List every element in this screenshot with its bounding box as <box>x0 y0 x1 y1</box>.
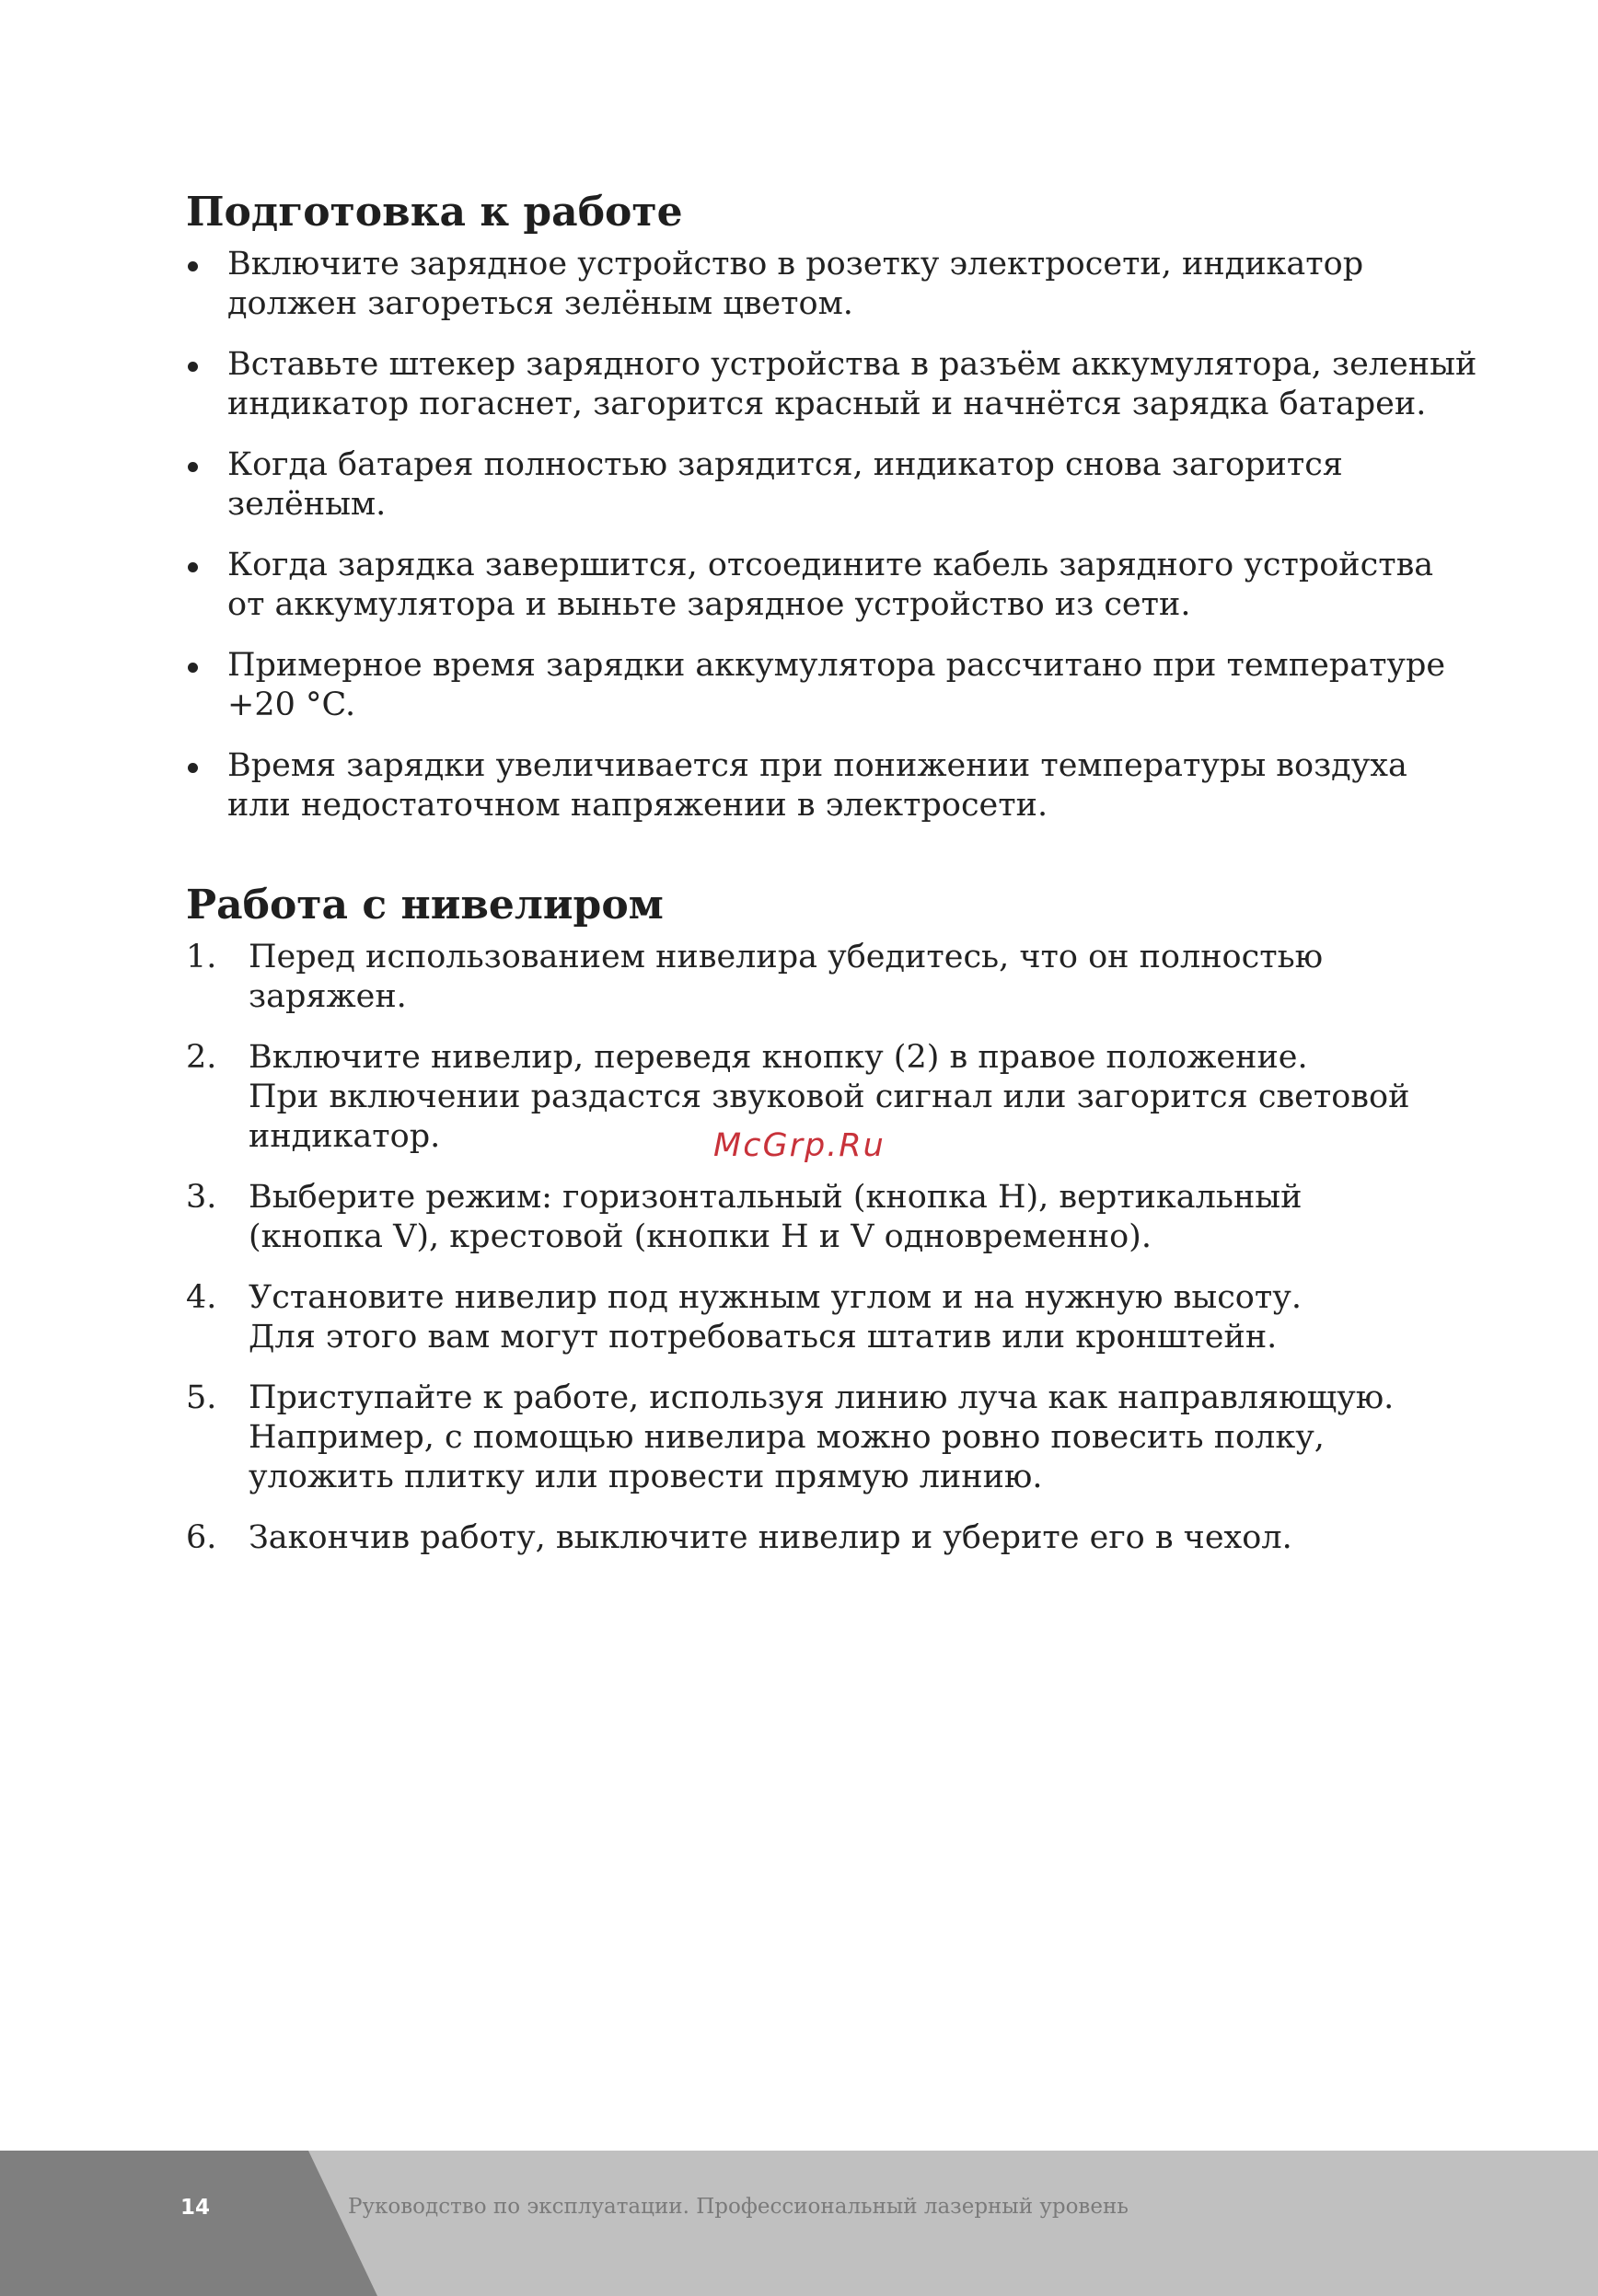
step-number: 6. <box>186 1519 217 1556</box>
bullet-item: Вставьте штекер зарядного устройства в разъём аккумулятора, зеленый индикатор погаснет, загорится красный и начнётся зарядка батареи. <box>186 345 1475 424</box>
bullet-item: Время зарядки увеличивается при понижении температуры воздуха или недостаточном напряжении в электросети. <box>186 746 1475 825</box>
step-item: 1. Перед использованием нивелира убедитесь, что он полностью заряжен. <box>186 939 1324 1015</box>
footer-document-title: Руководство по эксплуатации. Профессиональный лазерный уровень <box>348 2195 1129 2219</box>
step-number: 3. <box>186 1179 217 1216</box>
step-item: 3. Выберите режим: горизонтальный (кнопка H), вертикальный (кнопка V), крестовой (кнопки H и V одновременно). <box>186 1179 1303 1255</box>
step-item: 6. Закончив работу, выключите нивелир и уберите его в чехол. <box>186 1519 1292 1556</box>
bullet-item: Когда зарядка завершится, отсоедините кабель зарядного устройства от аккумулятора и выньте зарядное устройство из сети. <box>186 546 1475 625</box>
bullet-icon <box>188 562 198 572</box>
step-number: 2. <box>186 1039 217 1076</box>
step-item: 4. Установите нивелир под нужным углом и на нужную высоту. Для этого вам могут потребоваться штатив или кронштейн. <box>186 1279 1302 1356</box>
working-steps-list <box>186 938 1475 1558</box>
step-number: 5. <box>186 1379 217 1416</box>
step-number: 1. <box>186 939 217 975</box>
bullet-icon <box>188 763 198 773</box>
bullet-item: Когда батарея полностью зарядится, индикатор снова загорится зелёным. <box>186 445 1475 525</box>
bullet-icon <box>188 362 198 372</box>
page-footer <box>0 2151 1598 2296</box>
section-title-preparation: Подготовка к работе <box>186 189 683 236</box>
bullet-item: Включите зарядное устройство в розетку электросети, индикатор должен загореться зелёным цветом. <box>186 245 1475 324</box>
bullet-item: Примерное время зарядки аккумулятора рассчитано при температуре +20 °C. <box>186 646 1475 725</box>
section-title-working: Работа с нивелиром <box>186 882 664 929</box>
bullet-icon <box>188 261 198 271</box>
preparation-bullet-list <box>186 245 1475 825</box>
page-number: 14 <box>180 2196 211 2220</box>
step-item: 5. Приступайте к работе, используя линию луча как направляющую. Например, с помощью нивелира можно ровно повесить полку, уложить плитку или провести прямую линию. <box>186 1379 1395 1495</box>
step-number: 4. <box>186 1279 217 1316</box>
bullet-icon <box>188 663 198 673</box>
page-content <box>186 180 1475 1558</box>
bullet-icon <box>188 462 198 472</box>
watermark-text: McGrp.Ru <box>713 1127 886 1164</box>
step-item: 2. Включите нивелир, переведя кнопку (2) в правое положение. При включении раздастся звуковой сигнал или загорится световой индикатор. <box>186 1039 1410 1155</box>
